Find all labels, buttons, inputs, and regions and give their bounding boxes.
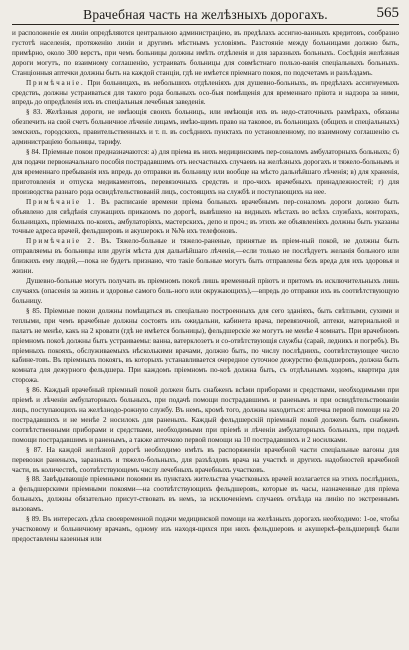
note-lead: Примѣчанiе. bbox=[26, 78, 85, 87]
note-paragraph bbox=[12, 79, 399, 109]
paragraph: § 89. Въ интересахъ дѣла своевременной подачи медицинской помощи на желѣзныхъ дорогахъ необходимо: 1-ое, чтобы участковому и больничному врачамъ, одному изъ находя-щихся при нихъ фельдшеровъ и акушеркѣ-фельдшерицѣ были предоставлены казенныя или bbox=[12, 515, 399, 544]
paragraph: § 87. На каждой желѣзной дорогѣ необходимо имѣть въ распоряженiи врачебной части спецiальные вагоны для перевозки раненыхъ, заразныхъ и тяжело-больныхъ, для разъѣздовъ врача на участкѣ и другихъ надобностей врачебной части, въ количествѣ, соотвѣтствующемъ числу лечебныхъ врачебныхъ участковъ. bbox=[12, 445, 399, 474]
paragraph: § 85. Прiемные покои должны помѣщаться въ спецiально построенныхъ для сего зданiяхъ, быть свѣтлыми, сухими и теплыми, при чемъ врачебные должны состоять изъ ожидальни, кабинета врача, перевязочной, аптеки, материальной и палатъ не менѣе, какъ на 2 кровати (гдѣ не имѣется больницы), фельдшерскiе же могутъ не менѣе 4 комнатъ. При врачебномъ прiемномъ покоѣ должны быть устраиваемы: ванна, ватерклозетъ и со-отвѣтствующiя службы (сарай, ледникъ и погребъ). Въ прiемныхъ покояхъ, обслуживаемыхъ нѣсколькими врачами, должно быть, по числу послѣднихъ, соотвѣтствующее число кабине-товъ. Въ прiемныхъ покоягь, въ которыхъ устанавливается очередное суточное дежурство фельдшеровъ, должна быть комната для дежурного фельдшера. При каждомъ прiемномъ по-коѣ должна быть, съ отдѣльнымъ ходомъ, квартира для сторожа. bbox=[12, 306, 399, 385]
note-text: Въ расписанiе времени прiема больныхъ врачебнымъ пер-соналомъ дороги должно быть объявлено для свѣдѣнiя служащихъ приказомъ по дорогѣ, вывѣшено на видныхъ мѣстахъ во всѣхъ службахъ, конторахъ, больницахъ, прiемныхъ по-коихъ, амбулаторiяхъ, мастерскихъ, депо и проч.; въ этихъ же объявленiяхъ должны быть указаны точные адреса врачей, фельдшеровъ и акушерокъ и №№ ихъ телефоновъ. bbox=[12, 197, 399, 236]
continued-paragraph: и расположенiе ея линiи опредѣляются центральною администрацiею, въ предѣлахъ ассигно-ванныхъ кредитовъ, сообразно густотѣ населенiя, протяженiю линiи и другимъ мѣстнымъ условiямъ. Разстоянiе между больницами должно быть, примѣрно, около 300 верстъ, при чемъ больницы должны имѣть отдѣленiя и для заразныхъ больныхъ. Сосѣднiя желѣзныя дороги могутъ, по взаимному соглашенiю, устраивать больницы для совмѣстнаго пользо-ванiя спецiальныхъ больныхъ. Станцiонныя аптечки должны быть на каждой станцiи, гдѣ не имѣется прiемнаго покоя, по подсчетамъ и разъѣздамъ. bbox=[12, 29, 399, 77]
running-title: Врачебная часть на желѣзныхъ дорогахъ. bbox=[83, 7, 328, 22]
note-lead: Примѣчанiе 1. bbox=[26, 197, 97, 206]
page-body bbox=[12, 29, 399, 646]
paragraph: Душевно-больные могутъ получать въ прiемномъ покоѣ лишь временный прiютъ и притомъ въ исключительныхъ лишь случаяхъ (опасенiя за жизнь и здоровье самого боль-ного или окружающихъ),—впредь до отправки ихъ въ соотвѣтствующую больницу. bbox=[12, 277, 399, 305]
page-header bbox=[12, 6, 399, 25]
note-paragraph bbox=[12, 237, 399, 277]
note-paragraph bbox=[12, 198, 399, 238]
paragraph: § 83. Желѣзныя дороги, не имѣющiя своихъ больницъ, или имѣющiя ихъ въ недо-статочныхъ размѣрахъ, обязаны обезпечить на свой счетъ больничное лѣченiе лицамъ, имѣю-щимъ право на таковое, въ больницахъ (общихъ и спецiальныхъ) земскихъ, городскихъ, правительственныхъ и т. п. въ сосѣднихъ пунктахъ по установленному, по взаимному соглашенiю съ администрацiею больницы, тарифу. bbox=[12, 108, 399, 147]
note-text: Въ. Тяжело-больные и тяжело-раненые, принятые въ прiем-ный покой, не должны быть отправляемы въ больницы или другiя мѣста для дальнѣйшаго лѣченiя,—если только не послѣдуетъ желанiя больного или близкихъ ему людей,—пока не будетъ признано, что такiе больные могутъ быть отправлены безъ вреда для ихъ здоровья и жизни. bbox=[12, 237, 399, 276]
page-number: 565 bbox=[376, 5, 399, 21]
paragraph: § 84. Прiемные покои предназначаются: а) для прiема въ нихъ медицинскимъ пер-соналомъ амбулаторныхъ больныхъ; б) для подачи первоначальнаго пособiя пострадавшимъ отъ несчастныхъ случаевъ на желѣзныхъ дорогахъ и тяжело-больнымъ и для временнаго пребыванiя ихъ впредь до отправки въ больницу или вообще на мѣсто дальнѣйшаго лѣченiя; в) для храненiя, приготовленiя и отпуска медикаментовъ, перевязочныхъ средствъ и про-чихъ врачебныхъ принадлежностей; г) для производства разнаго рода освидѣтельствованiй лицъ, состоящихъ на службѣ и поступающихъ на нее. bbox=[12, 148, 399, 196]
paragraph: § 86. Каждый врачебный прiемный покой должен быть снабженъ всѣми приборами и средствами, необходимыми при прiемѣ и лѣченiи амбулаторныхъ больныхъ, при подачѣ помощи пострадавшимъ и раненымъ и при освидѣтельствованiи лицъ, поступающихъ на желѣзнодо-рожную службу. Въ немъ, кромѣ того, должны находиться: аптечка первой помощи на 20 пострадавшихъ и не менѣе 2 носилокъ для раненыхъ. Каждый фельдшерскiй прiемный покой долженъ быть снабженъ соотвѣтственными приборами и средствами, необходимыми при прiемѣ и лѣченiи амбулаторныхъ больныхъ, при подачѣ помощи пострадавшимъ и раненымъ, а также аптечкою первой помощи на 10 пострадавшихъ и 2 носилками. bbox=[12, 386, 399, 444]
paragraph: § 88. Завѣдывающiе прiемными покоями въ пунктахъ жительства участковыхъ врачей возлагается на этихъ послѣднихъ, а фельдшерскими прiемными покоями—на соотвѣтствующихъ фельдшеровъ, которые въ часы, назначенные для прiема больныхъ, должны обязательно присут-ствовать въ немъ, за исключенiемъ случаевъ отъѣзда на линiю по экстреннымъ вызовамъ. bbox=[12, 475, 399, 514]
note-text: При больницахъ, въ небольшихъ отдѣленiяхъ для душевно-больныхъ, въ предѣлахъ ассигнуемыхъ средствъ, должны устраиваться для такого рода больныхъ осо-быя помѣщенiя для временнаго прiюта и надзора за ними, впредь до опредѣленiя ихъ въ спецiальныя лечебныя заведенiя. bbox=[12, 78, 399, 107]
note-lead: Примѣчанiе 2. bbox=[26, 237, 97, 246]
